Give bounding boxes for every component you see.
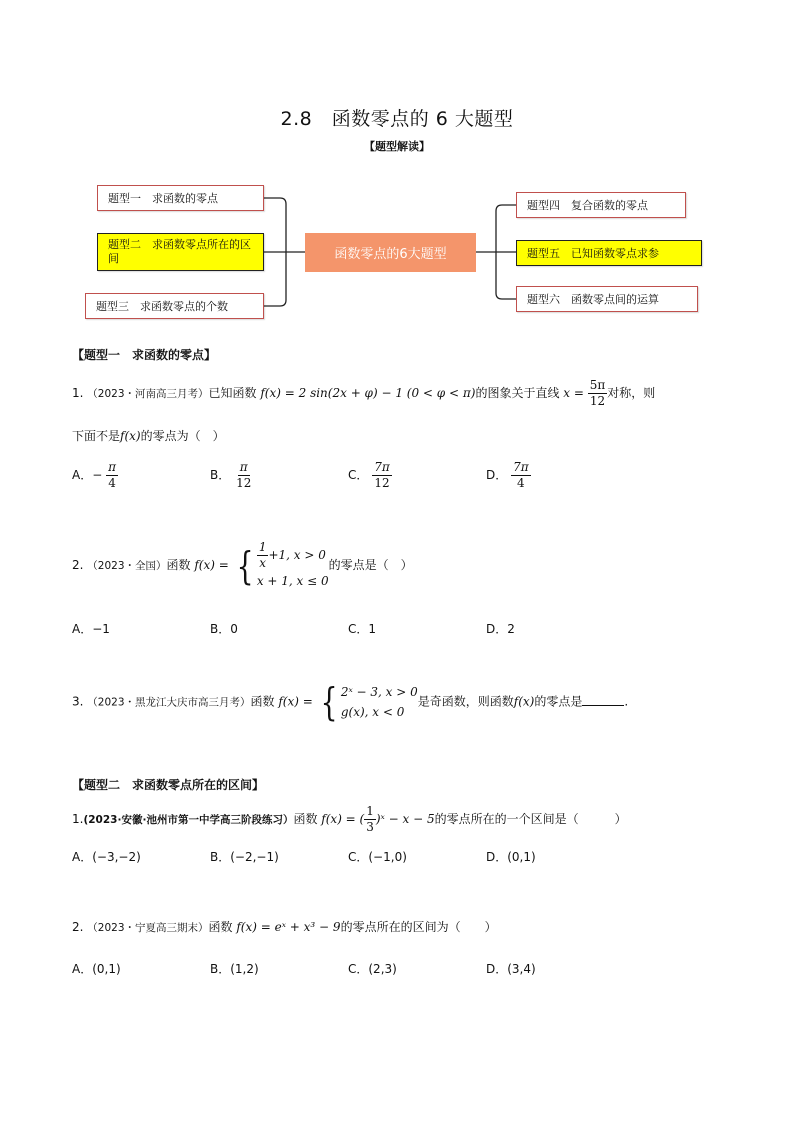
question-1-1-cont (72, 427, 225, 444)
formula: f(x) = 2 sin(2x + φ) − 1 (0 < φ < π) (260, 386, 476, 400)
option-a[interactable]: A．− $\frac{\pi}{4}$ (72, 460, 116, 490)
question-1-1 (72, 378, 655, 409)
option-b[interactable]: B． $\frac{\pi}{12}$ (210, 460, 252, 490)
option-b[interactable]: B．0 (210, 622, 238, 636)
mindmap-node-type5: 题型五 已知函数零点求参 (516, 240, 702, 266)
mindmap-node-type6: 题型六 函数零点间的运算 (516, 286, 698, 312)
formula: f(x) (120, 429, 141, 443)
mindmap-node-type3: 题型三 求函数零点的个数 (85, 293, 264, 319)
option-d[interactable]: D． $\frac{7\pi}{4}$ (486, 460, 529, 490)
section-heading-type2: 【题型二 求函数零点所在的区间】 (72, 778, 265, 792)
question-2-1: 1.(2023·安徽·池州市第一中学高三阶段练习）函数 f(x) = ( $\frac{1}{3}$ )ˣ − x − 5的零点所在的一个区间是（ ） (72, 804, 627, 834)
fraction: $\frac{5\pi}{12}$ (589, 378, 606, 408)
formula: f(x) = (194, 558, 229, 572)
formula: f(x) = (278, 694, 313, 709)
option-c[interactable]: C．(2,3) (348, 962, 397, 976)
option-a[interactable]: A．(−3,−2) (72, 850, 141, 864)
question-text: 已知函数 (208, 386, 257, 400)
mindmap-node-type4: 题型四 复合函数的零点 (516, 192, 686, 218)
question-text: 对称，则 (607, 386, 656, 400)
formula: f(x) = eˣ + x³ − 9 (236, 920, 341, 934)
option-d[interactable]: D．2 (486, 622, 515, 636)
mindmap-connectors (0, 0, 794, 330)
option-a[interactable]: A．−1 (72, 622, 110, 636)
question-2-2: 2. （2023・宁夏高三期末）函数 f(x) = eˣ + x³ − 9的零点所在的区间为（ ） (72, 920, 497, 934)
option-b[interactable]: B．(−2,−1) (210, 850, 279, 864)
option-d[interactable]: D．(3,4) (486, 962, 536, 976)
mindmap-node-type1: 题型一 求函数的零点 (97, 185, 264, 211)
page-title: 2.8 函数零点的 6 大题型 (280, 108, 514, 130)
question-text: 的图象关于直线 (475, 386, 560, 400)
question-1-3: 3. （2023・黑龙江大庆市高三月考）函数 f(x) = { 2ˣ − 3, x > 0 g(x), x < 0 是奇函数，则函数f(x)的零点是 . (72, 680, 629, 724)
option-c[interactable]: C． $\frac{7\pi}{12}$ (348, 460, 390, 490)
question-text: 下面不是 (72, 429, 121, 443)
option-a[interactable]: A．(0,1) (72, 962, 121, 976)
answer-blank[interactable] (582, 693, 624, 706)
question-number: 1. (72, 386, 84, 400)
mindmap-node-type2: 题型二 求函数零点所在的区间 (97, 233, 264, 271)
question-1-2: 2. （2023・全国）函数 f(x) = { $\frac{1}{x}$ +1, x > 0 x + 1, x ≤ 0 的零点是（ ） (72, 540, 413, 588)
question-text: 的零点为（ ） (140, 429, 225, 443)
formula: x = (563, 386, 584, 400)
section-heading-type1: 【题型一 求函数的零点】 (72, 348, 217, 362)
option-c[interactable]: C．1 (348, 622, 377, 636)
mindmap-center: 函数零点的6大题型 (305, 233, 476, 272)
option-b[interactable]: B．(1,2) (210, 962, 259, 976)
option-c[interactable]: C．(−1,0) (348, 850, 407, 864)
question-source: （2023・河南高三月考） (87, 388, 209, 400)
option-d[interactable]: D．(0,1) (486, 850, 536, 864)
page-subtitle: 【题型解读】 (364, 140, 430, 153)
